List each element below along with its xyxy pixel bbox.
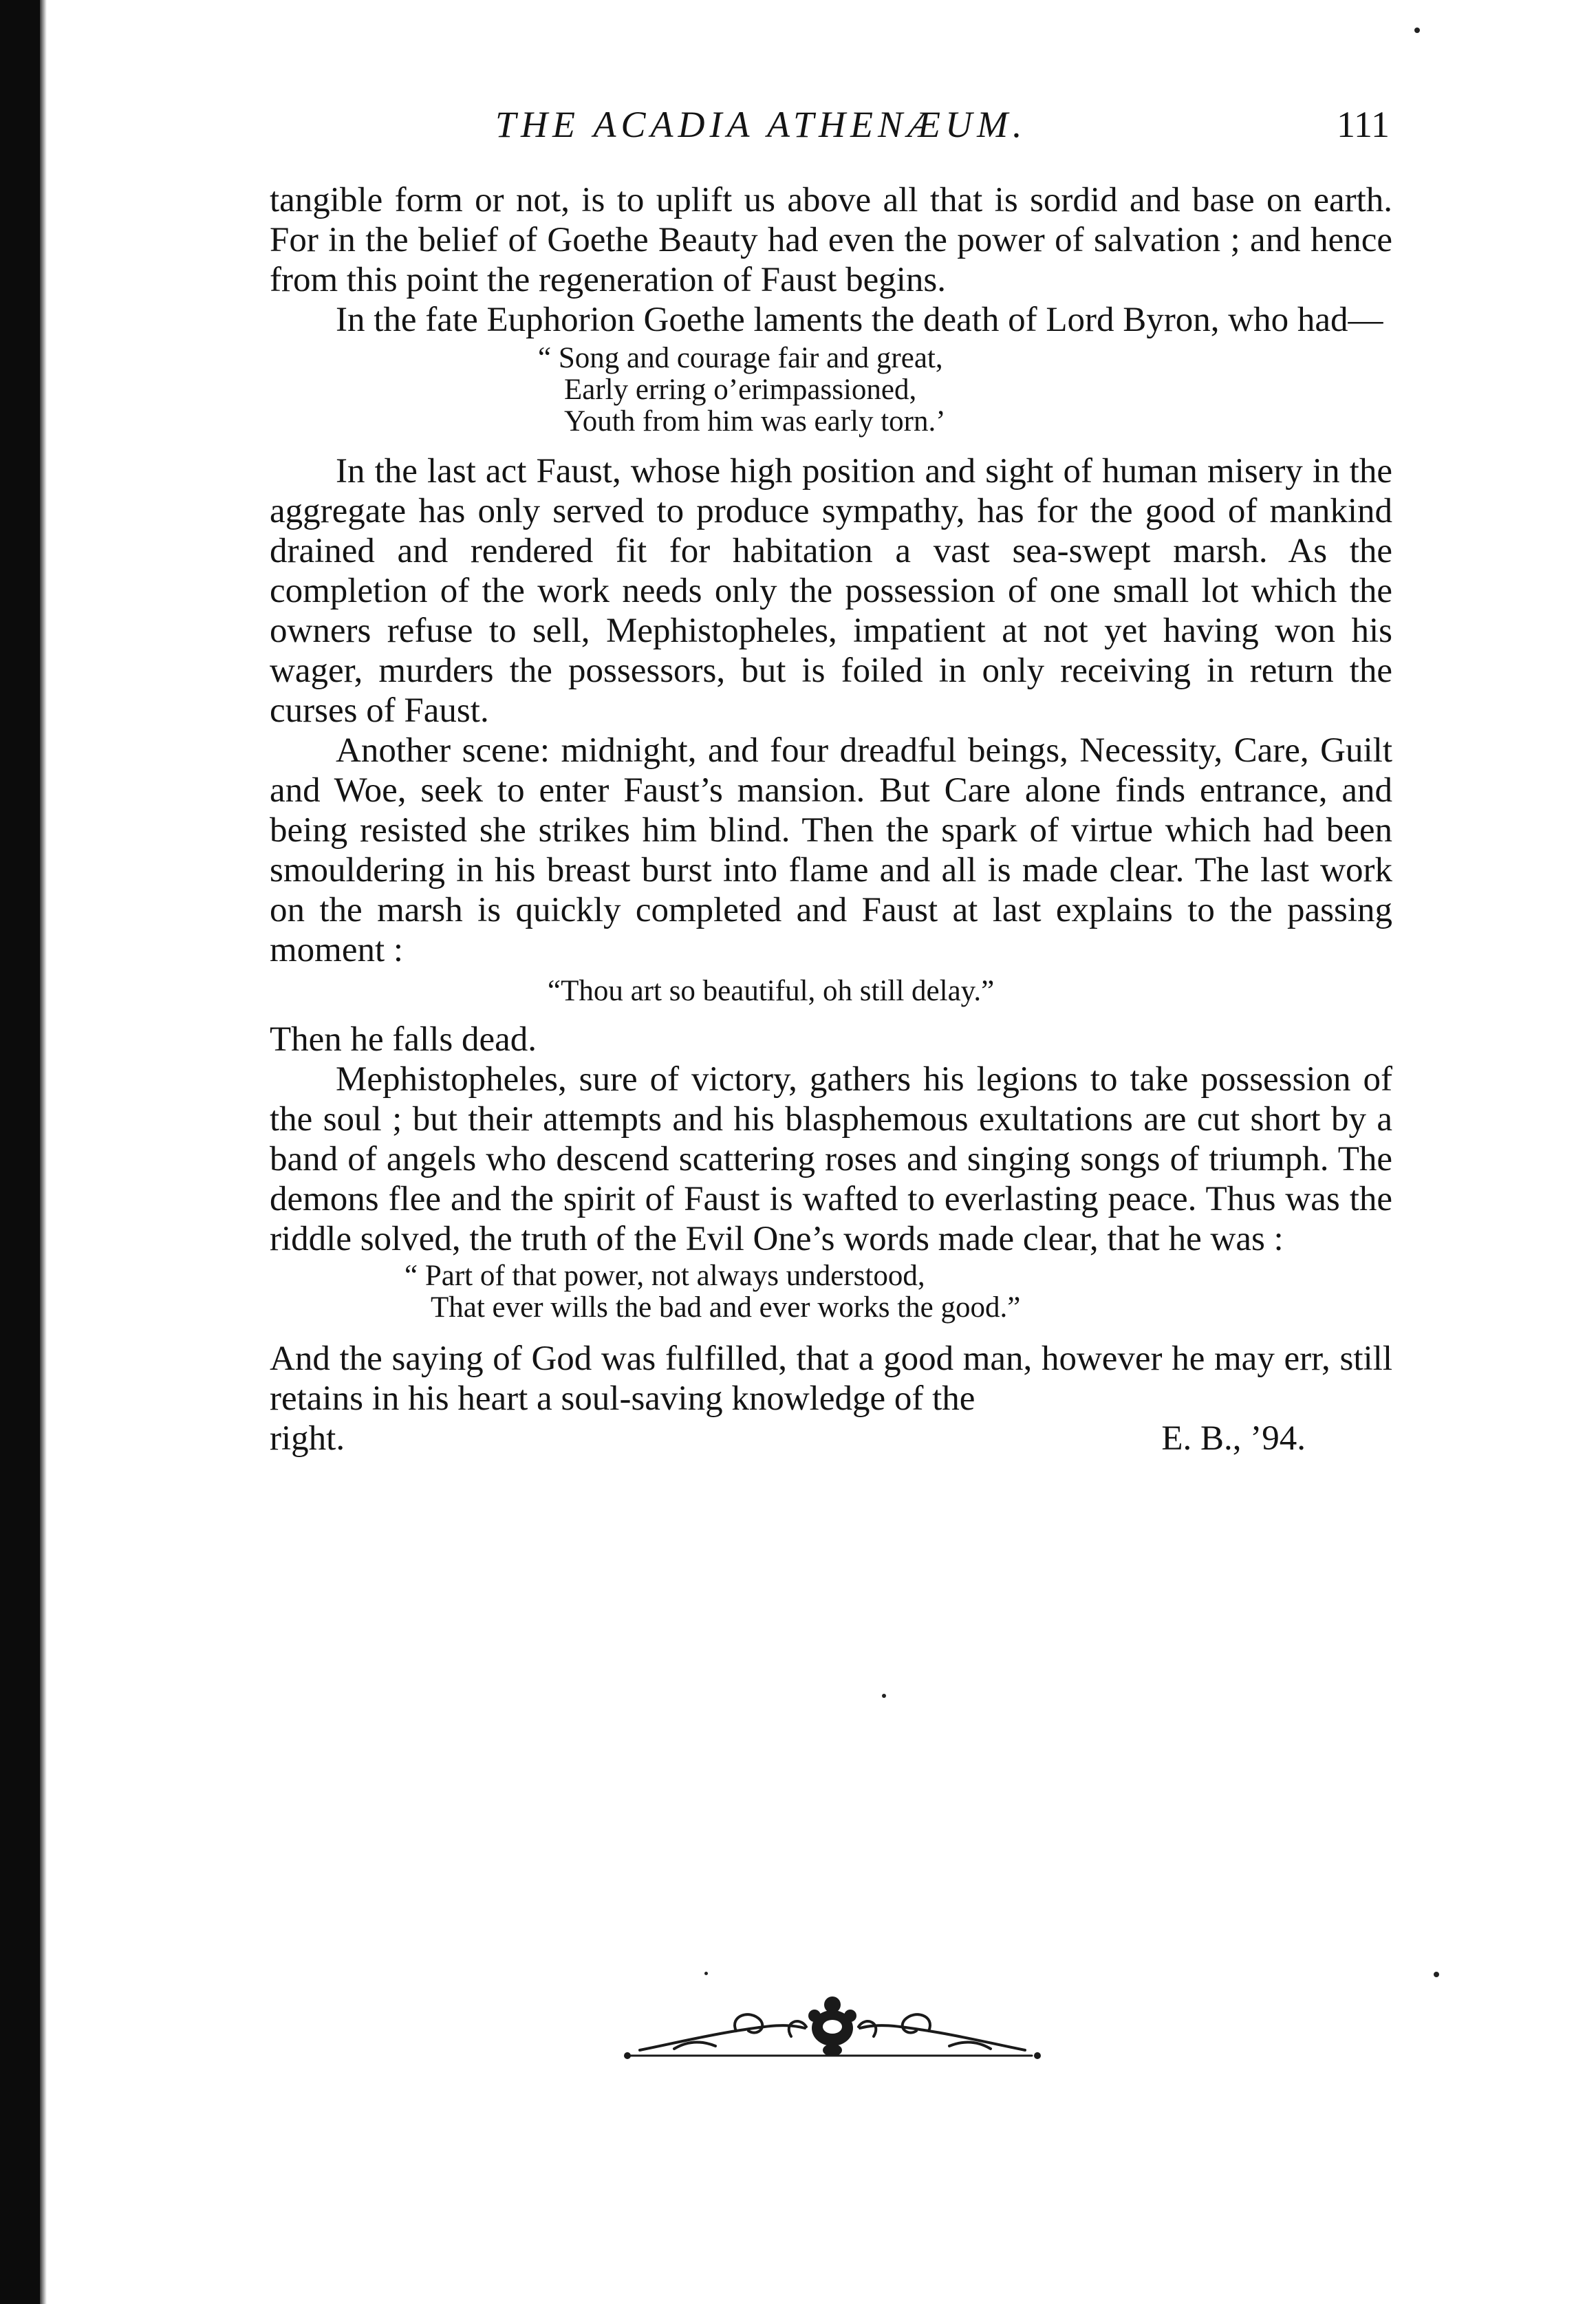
- paragraph-1: tangible form or not, is to uplift us above all that is sordid and base on earth. For in the belief of Goethe Beauty had even the power of salvation ; and hence from this point the regeneration of Faust begins.: [270, 181, 1392, 299]
- signoff-line: [270, 1419, 1392, 1458]
- running-title: THE ACADIA ATHENÆUM.: [495, 104, 1027, 145]
- verse-line: That ever wills the bad and ever works the good.”: [431, 1291, 1021, 1324]
- paragraph-7-end: right.: [270, 1419, 345, 1458]
- verse-line: Early erring o’erimpassioned,: [564, 374, 917, 406]
- paragraph-7: And the saying of God was fulfilled, that a good man, however he may err, still retains in his heart a soul-saving knowledge of the: [270, 1339, 1392, 1418]
- book-spine-shadow: [0, 0, 40, 2304]
- verse-line: “ Part of that power, not always understood,: [405, 1260, 925, 1292]
- verse-line: “ Song and courage fair and great,: [538, 342, 943, 374]
- paragraph-2: In the fate Euphorion Goethe laments the death of Lord Byron, who had—: [336, 301, 1383, 339]
- verse-quote-moment: [270, 976, 1392, 1007]
- page-number: 111: [1337, 104, 1390, 145]
- decorative-tailpiece-ornament: [619, 1995, 1046, 2071]
- paper-speck: [1414, 28, 1420, 33]
- verse-quote-power: [270, 1260, 1392, 1324]
- author-signature: E. B., ’94.: [1161, 1419, 1306, 1458]
- verse-line: “Thou art so beautiful, oh still delay.”: [548, 975, 995, 1007]
- verse-line: Youth from him was early torn.’: [564, 405, 946, 438]
- paper-speck: [882, 1694, 886, 1698]
- article-body: [270, 180, 1392, 1458]
- paper-speck: [704, 1972, 708, 1975]
- paragraph-5: Then he falls dead.: [270, 1020, 537, 1059]
- book-spine-edge: [40, 0, 47, 2304]
- paper-speck: [1434, 1972, 1439, 1977]
- paragraph-6: Mephistopheles, sure of victory, gathers his legions to take possession of the soul ; but their attempts and his blasphemous exultations are cut short by a band of angels who descend scattering roses and singing songs of triumph. The demons flee and the spirit of Faust is wafted to everlasting peace. Thus was the riddle solved, the truth of the Evil One’s words made clear, that he was :: [270, 1060, 1392, 1258]
- paragraph-4: Another scene: midnight, and four dreadful beings, Necessity, Care, Guilt and Woe, seek to enter Faust’s mansion. But Care alone finds entrance, and being resisted she strikes him blind. Then the spark of virtue which had been smouldering in his breast burst into flame and all is made clear. The last work on the marsh is quickly completed and Faust at last explains to the passing moment :: [270, 731, 1392, 969]
- paragraph-3: In the last act Faust, whose high position and sight of human misery in the aggregate has only served to produce sympathy, has for the good of mankind drained and rendered fit for habitation a vast sea-swept marsh. As the completion of the work needs only the possession of one small lot which the owners refuse to sell, Mephistopheles, impatient at not yet having won his wager, murders the possessors, but is foiled in only receiving in return the curses of Faust.: [270, 452, 1392, 730]
- verse-quote-byron: [270, 343, 1392, 438]
- page-header: [495, 103, 1390, 151]
